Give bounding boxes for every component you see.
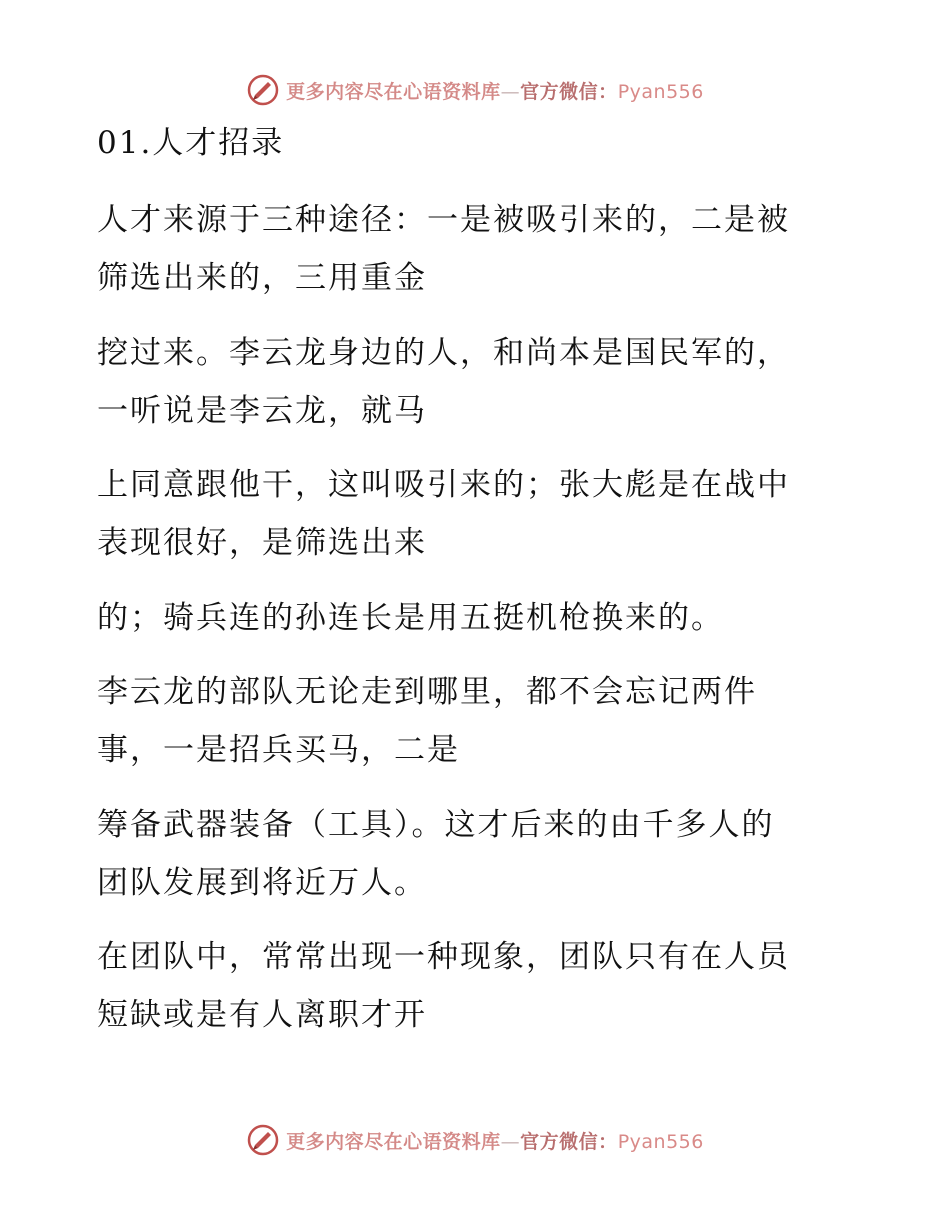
paragraph-line: 表现很好，是筛选出来	[97, 525, 427, 561]
paragraph-line: 一听说是李云龙，就马	[97, 393, 427, 429]
paragraph-line: 筹备武器装备（工具）。这才后来的由千多人的	[97, 807, 775, 843]
footer-watermark	[0, 1120, 950, 1160]
paragraph-line: 李云龙的部队无论走到哪里，都不会忘记两件	[97, 674, 757, 710]
paragraph-line: 人才来源于三种途径：一是被吸引来的，二是被	[97, 202, 790, 238]
paragraph-line: 上同意跟他干，这叫吸引来的；张大彪是在战中	[97, 467, 790, 503]
paragraph-line: 在团队中，常常出现一种现象，团队只有在人员	[97, 939, 790, 975]
watermark-text: 更多内容尽在心语资料库—官方微信：Pyan556	[286, 1130, 704, 1153]
header-watermark	[0, 70, 950, 110]
paragraph-line: 筛选出来的，三用重金	[97, 260, 427, 296]
watermark-text: 更多内容尽在心语资料库—官方微信：Pyan556	[286, 80, 704, 103]
paragraph-line: 挖过来。李云龙身边的人，和尚本是国民军的，	[97, 335, 790, 371]
paragraph-line: 短缺或是有人离职才开	[97, 997, 427, 1033]
pen-logo-icon	[246, 1123, 280, 1157]
section-heading: 01.人才招录	[97, 125, 285, 161]
paragraph-line: 团队发展到将近万人。	[97, 865, 427, 901]
paragraph-line: 事，一是招兵买马，二是	[97, 732, 460, 768]
paragraph-line: 的；骑兵连的孙连长是用五挺机枪换来的。	[97, 600, 724, 636]
pen-logo-icon	[246, 73, 280, 107]
